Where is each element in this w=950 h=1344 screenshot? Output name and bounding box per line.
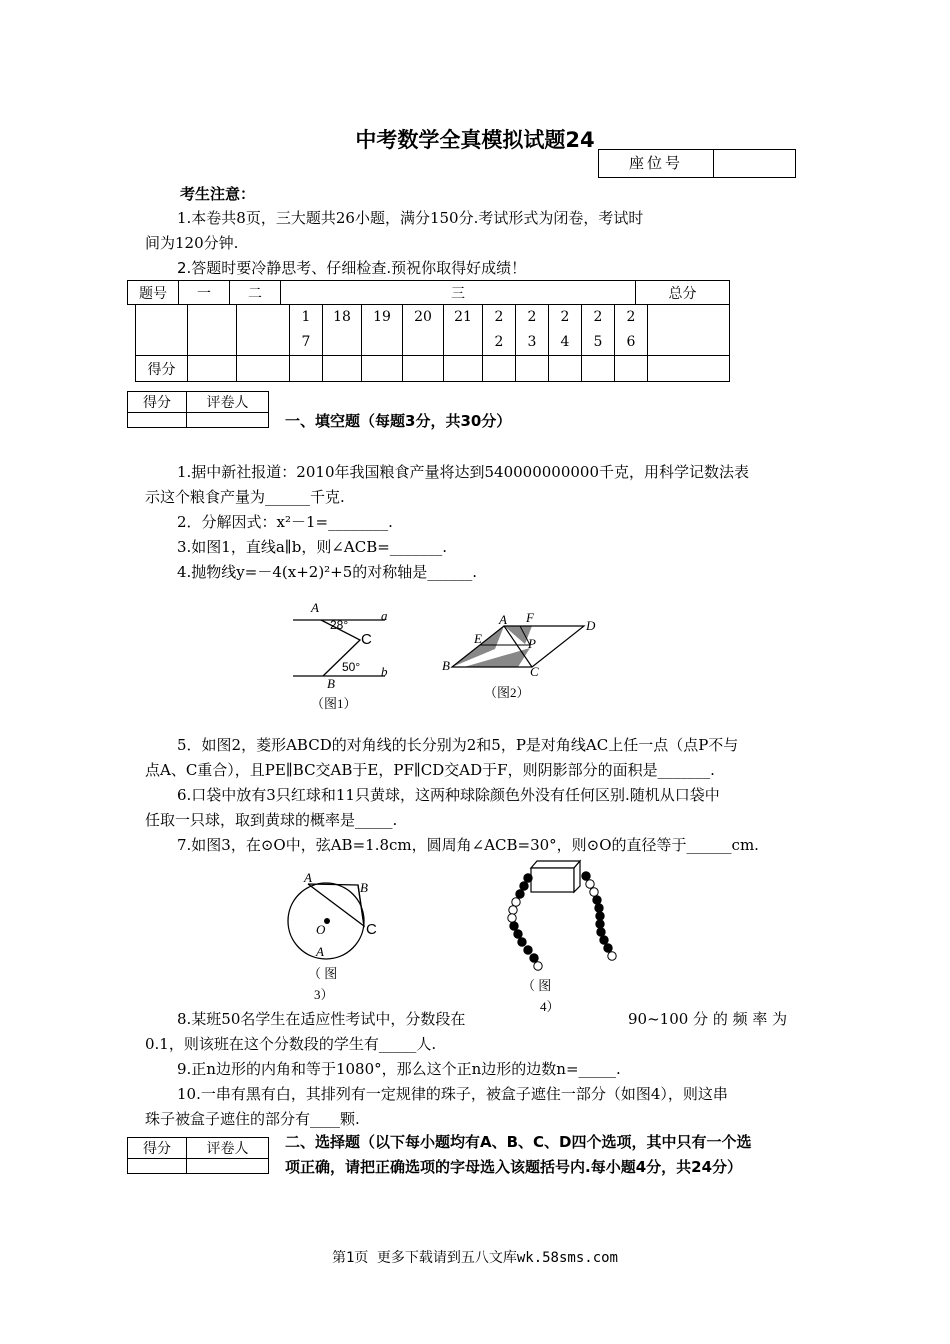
grader-name-cell[interactable] (187, 413, 269, 428)
black-bead (593, 896, 601, 904)
score-cell[interactable] (582, 356, 615, 382)
question-5-cont: 点A、C重合），且PE∥BC交AB于E，PF∥CD交AD于F，则阴影部分的面积是_______. (145, 761, 715, 779)
grader-score-cell[interactable] (128, 413, 187, 428)
grader-name-cell[interactable] (187, 1159, 269, 1174)
section2-heading: 二、选择题（以下每小题均有A、B、C、D四个选项，其中只有一个选 项正确，请把正确选项的字母选入该题括号内.每小题4分，共24分） (285, 1133, 752, 1176)
grader-name-label: 评卷人 (187, 1138, 269, 1159)
grader-score-label: 得分 (128, 1138, 187, 1159)
score-cell[interactable] (362, 356, 403, 382)
box-front (531, 868, 574, 892)
label-A: A (304, 870, 312, 885)
section1-heading: 一、填空题（每题3分，共30分） (285, 412, 512, 430)
notice-heading: 考生注意： (180, 185, 256, 203)
score-table (135, 304, 730, 382)
grader-name-label: 评卷人 (187, 392, 269, 413)
grader-score-label: 得分 (128, 392, 187, 413)
label-D: D (586, 618, 596, 633)
grader-box (127, 1137, 269, 1174)
score-cell[interactable] (648, 356, 730, 382)
question-number: 21 (444, 305, 483, 356)
figure-2 (440, 610, 600, 705)
question-10-cont: 珠子被盒子遮住的部分有____颗. (145, 1110, 360, 1128)
question-number: 2 2 (483, 305, 516, 356)
score-cell[interactable] (444, 356, 483, 382)
white-bead (512, 898, 520, 906)
black-bead (604, 944, 612, 952)
label-C: C (530, 664, 539, 679)
question-8-right: 90~100 分 的 频 率 为 (628, 1010, 788, 1028)
question-10: 10.一串有黑有白，其排列有一定规律的珠子，被盒子遮住一部分（如图4），则这串 (177, 1085, 728, 1103)
caption-fig4: （ 图 (522, 978, 552, 993)
score-head-one: 一 (179, 281, 230, 305)
label-C: C (361, 631, 372, 648)
figure-3 (280, 864, 390, 1004)
black-bead (597, 928, 605, 936)
question-3: 3.如图1，直线a∥b，则∠ACB=_______. (177, 538, 448, 556)
seat-value[interactable] (714, 150, 795, 177)
question-number: 20 (403, 305, 444, 356)
white-bead (586, 880, 594, 888)
black-bead (516, 890, 524, 898)
score-head-tihao: 题号 (128, 281, 179, 305)
score-cell (136, 305, 188, 356)
black-bead (596, 920, 604, 928)
box-top (531, 861, 580, 868)
notice-line1: 1.本卷共8页，三大题共26小题，满分150分.考试形式为闭卷，考试时 (177, 209, 644, 227)
label-angle1: 28° (330, 618, 349, 632)
white-bead (509, 906, 517, 914)
black-bead (595, 904, 603, 912)
figure-1 (285, 598, 395, 714)
score-cell (648, 305, 730, 356)
question-6: 6.口袋中放有3只红球和11只黄球，这两种球除颜色外没有任何区别.随机从口袋中 (177, 786, 720, 804)
score-cell[interactable] (323, 356, 362, 382)
label-A2: A (316, 944, 324, 959)
notice-line2: 2.答题时要冷静思考、仔细检查.预祝你取得好成绩！ (177, 259, 527, 277)
label-E: E (474, 631, 482, 646)
triangle-ABC (308, 884, 364, 926)
question-1-cont: 示这个粮食产量为______千克. (145, 488, 345, 506)
score-head-two: 二 (230, 281, 281, 305)
label-A: A (499, 612, 507, 627)
score-cell[interactable] (516, 356, 549, 382)
label-P: P (528, 636, 536, 651)
question-number: 18 (323, 305, 362, 356)
black-bead (518, 938, 526, 946)
page-title: 中考数学全真模拟试题24 (355, 128, 595, 152)
question-number: 2 5 (582, 305, 615, 356)
score-cell[interactable] (403, 356, 444, 382)
white-bead (534, 962, 542, 970)
grader-score-cell[interactable] (128, 1159, 187, 1174)
question-number: 2 6 (615, 305, 648, 356)
score-cell[interactable] (549, 356, 582, 382)
black-bead (530, 954, 538, 962)
question-number: 2 3 (516, 305, 549, 356)
score-cell[interactable] (615, 356, 648, 382)
question-number: 2 4 (549, 305, 582, 356)
question-number: 19 (362, 305, 403, 356)
label-B: B (327, 676, 335, 691)
black-bead (524, 946, 532, 954)
question-8: 8.某班50名学生在适应性考试中，分数段在 (177, 1010, 466, 1028)
question-number: 1 7 (290, 305, 323, 356)
label-angle2: 50° (342, 660, 361, 674)
score-head-total: 总分 (636, 281, 730, 305)
seat-number-box (598, 149, 796, 178)
score-head-three: 三 (281, 281, 636, 305)
score-header-table (127, 280, 730, 305)
black-bead (510, 922, 518, 930)
black-bead (520, 882, 528, 890)
score-cell[interactable] (237, 356, 290, 382)
score-cell (188, 305, 237, 356)
question-6-cont: 任取一只球，取到黄球的概率是_____. (145, 811, 398, 829)
label-b: b (381, 664, 388, 679)
grader-box (127, 391, 269, 428)
black-bead (600, 936, 608, 944)
label-B: B (360, 880, 368, 895)
label-a: a (381, 608, 388, 623)
score-cell[interactable] (290, 356, 323, 382)
white-bead (608, 952, 616, 960)
caption-fig2: （图2） (484, 685, 530, 700)
question-8-cont: 0.1，则该班在这个分数段的学生有_____人. (145, 1035, 437, 1053)
black-bead (524, 874, 532, 882)
caption-fig1: （图1） (311, 696, 357, 711)
question-2: 2．分解因式：x²－1=________. (177, 513, 393, 531)
notice-line1-cont: 间为120分钟. (145, 234, 239, 252)
label-A: A (311, 600, 319, 615)
page-footer: 第1页 更多下载请到五八文库wk.58sms.com (331, 1250, 618, 1266)
score-cell[interactable] (188, 356, 237, 382)
label-C: C (366, 921, 377, 938)
caption-fig3-num: 3） (314, 987, 334, 1002)
question-7: 7.如图3，在⊙O中，弦AB=1.8cm，圆周角∠ACB=30°，则⊙O的直径等于______cm. (177, 836, 759, 854)
question-1: 1.据中新社报道：2010年我国粮食产量将达到540000000000千克，用科学记数法表 (177, 463, 750, 481)
black-bead (582, 872, 590, 880)
question-4: 4.抛物线y=－4(x+2)²+5的对称轴是______. (177, 563, 478, 581)
caption-fig3: （ 图 (308, 966, 338, 981)
label-O: O (316, 922, 326, 937)
score-cell[interactable] (483, 356, 516, 382)
label-B: B (442, 658, 450, 673)
question-5: 5．如图2，菱形ABCD的对角线的长分别为2和5，P是对角线AC上任一点（点P不与 (177, 736, 739, 754)
caption-fig4-num: 4） (540, 999, 560, 1014)
score-cell (237, 305, 290, 356)
black-bead (596, 912, 604, 920)
seat-label: 座位号 (599, 150, 714, 177)
white-bead (508, 914, 516, 922)
score-row-label: 得分 (136, 356, 188, 382)
white-bead (590, 888, 598, 896)
label-F: F (526, 610, 534, 625)
question-9: 9.正n边形的内角和等于1080°，那么这个正n边形的边数n=_____. (177, 1060, 621, 1078)
black-bead (514, 930, 522, 938)
figure-4 (500, 856, 640, 1016)
